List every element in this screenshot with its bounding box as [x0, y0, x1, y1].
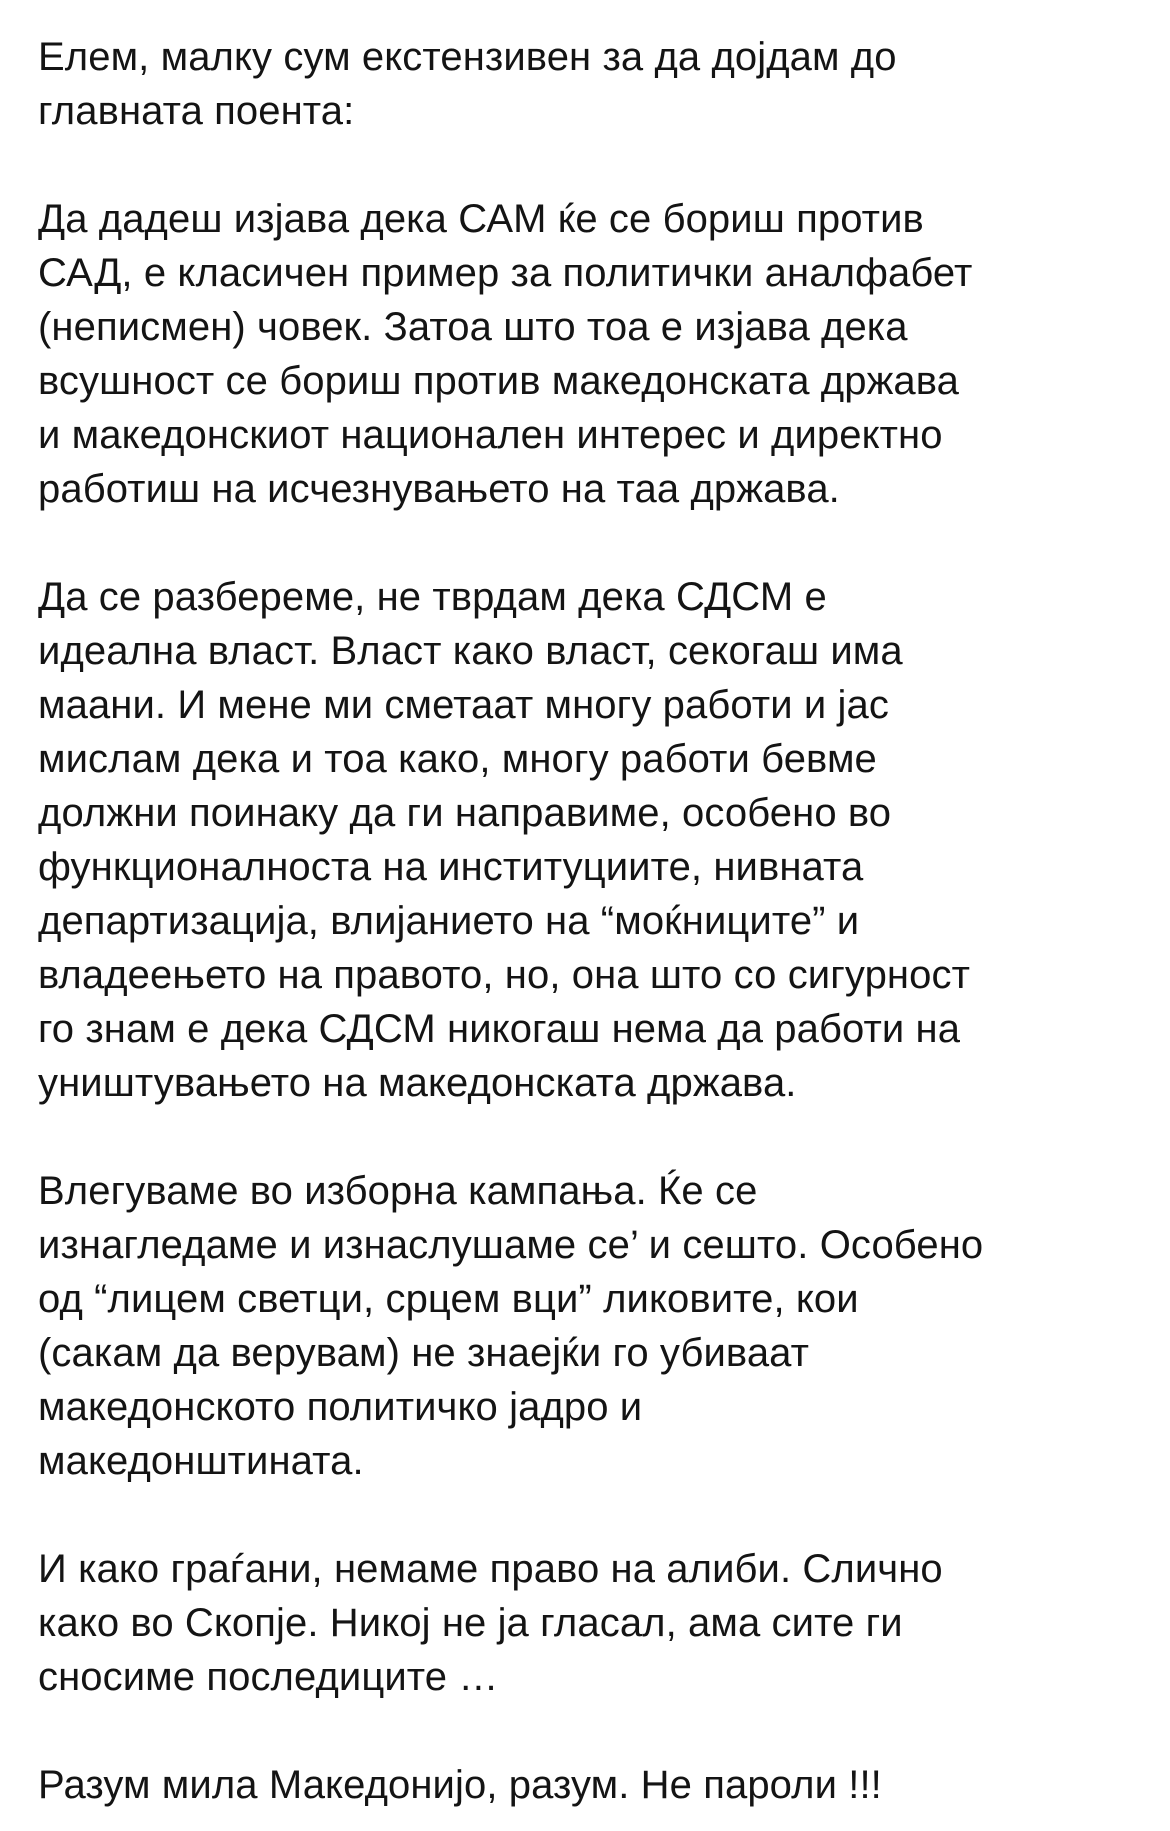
text-line: работиш на исчезнувањето на таа држава.: [38, 467, 840, 511]
text-line: Влегуваме во изборна кампања. Ќе се: [38, 1169, 758, 1213]
text-line: главната поента:: [38, 89, 355, 133]
paragraph-closing: [38, 1758, 1148, 1812]
paragraph-statement: [38, 192, 1148, 516]
text-line: македонското политичко јадро и: [38, 1385, 643, 1429]
text-line: го знам е дека СДСМ никогаш нема да работи на: [38, 1007, 961, 1051]
text-line: функционалноста на институциите, нивната: [38, 845, 864, 889]
text-line: (сакам да верувам) не знаејќи го убиваат: [38, 1331, 810, 1375]
text-line: всушност се бориш против македонската држава: [38, 359, 960, 403]
text-line: Разум мила Македонијо, разум. Не пароли !!!: [38, 1763, 882, 1807]
text-line: идеална власт. Власт како власт, секогаш има: [38, 629, 903, 673]
text-line: Елем, малку сум екстензивен за да дојдам до: [38, 35, 897, 79]
text-line: изнагледаме и изнаслушаме се’ и сешто. Особено: [38, 1223, 984, 1267]
text-line: уништувањето на македонската држава.: [38, 1061, 797, 1105]
paragraph-intro: [38, 30, 1148, 138]
text-line: департизација, влијанието на “моќниците” и: [38, 899, 860, 943]
text-line: мислам дека и тоа како, многу работи бевме: [38, 737, 877, 781]
text-line: и македонскиот национален интерес и директно: [38, 413, 943, 457]
post-text: [38, 30, 1148, 1812]
text-line: И како граѓани, немаме право на алиби. Слично: [38, 1547, 943, 1591]
text-line: Да дадеш изјава дека САМ ќе се бориш против: [38, 197, 924, 241]
text-line: сносиме последиците …: [38, 1655, 499, 1699]
text-line: Да се разбереме, не тврдам дека СДСМ е: [38, 575, 827, 619]
text-line: владеењето на правото, но, она што со сигурност: [38, 953, 970, 997]
text-line: (неписмен) човек. Затоа што тоа е изјава дека: [38, 305, 908, 349]
text-line: должни поинаку да ги направиме, особено во: [38, 791, 892, 835]
paragraph-sdsm: [38, 570, 1148, 1110]
text-line: како во Скопје. Никој не ја гласал, ама сите ги: [38, 1601, 903, 1645]
text-line: маани. И мене ми сметаат многу работи и јас: [38, 683, 889, 727]
paragraph-campaign: [38, 1164, 1148, 1488]
text-line: САД, е класичен пример за политички аналфабет: [38, 251, 973, 295]
text-line: македонштината.: [38, 1439, 364, 1483]
paragraph-citizens: [38, 1542, 1148, 1704]
text-line: од “лицем светци, срцем вци” ликовите, кои: [38, 1277, 859, 1321]
